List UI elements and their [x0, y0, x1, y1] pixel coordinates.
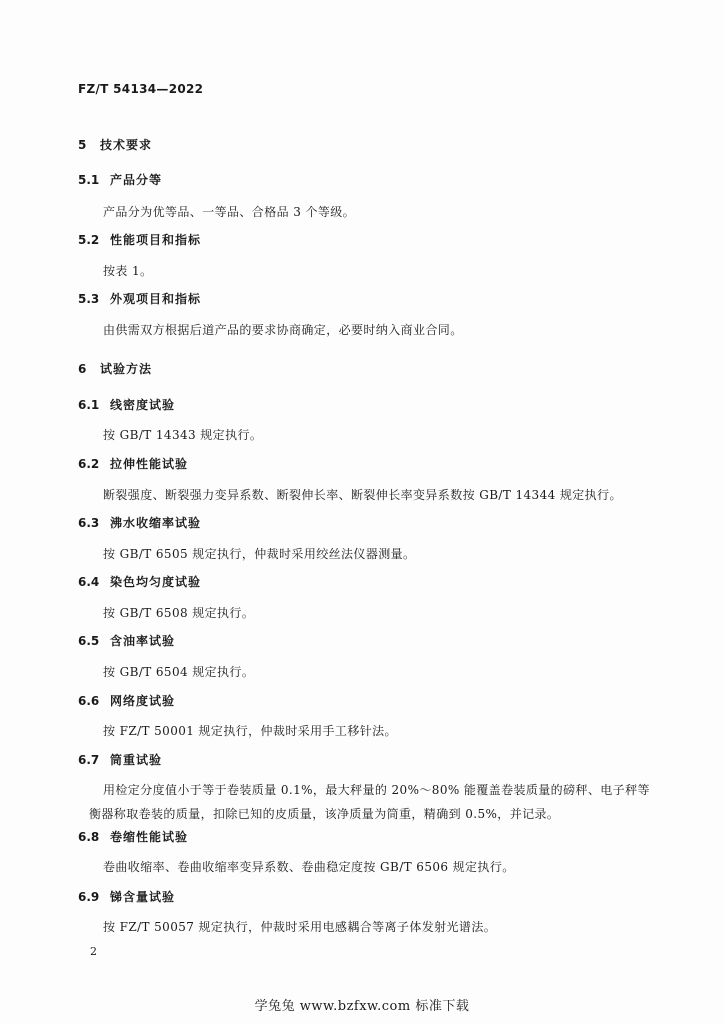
section-number: 6.7	[78, 753, 100, 767]
section-6-7-line-1: 用检定分度值小于等于卷装质量 0.1%，最大秤量的 20%～80% 能覆盖卷装质量的磅秤、电子秤等	[103, 783, 650, 797]
section-6-5-heading	[78, 634, 175, 648]
section-6-6-heading	[78, 694, 175, 708]
section-6-4-heading	[78, 575, 201, 589]
section-number: 6.5	[78, 634, 100, 648]
section-5-3-heading	[78, 292, 201, 306]
section-6-3-heading	[78, 516, 201, 530]
section-title: 筒重试验	[110, 753, 163, 767]
section-number: 6.4	[78, 575, 100, 589]
section-number: 6.1	[78, 398, 100, 412]
section-5-2-heading	[78, 233, 201, 247]
section-title: 卷缩性能试验	[110, 830, 189, 844]
section-6-heading	[78, 362, 152, 376]
section-6-7-line-2: 衡器称取卷装的质量，扣除已知的皮质量，该净质量为筒重，精确到 0.5%，并记录。	[89, 807, 560, 821]
section-6-1-text: 按 GB/T 14343 规定执行。	[103, 428, 263, 442]
section-5-3-text: 由供需双方根据后道产品的要求协商确定，必要时纳入商业合同。	[103, 323, 463, 337]
section-title: 外观项目和指标	[110, 292, 202, 306]
footer-watermark: 学兔兔 www.bzfxw.com 标准下载	[254, 999, 470, 1014]
standard-code: FZ/T 54134—2022	[78, 82, 204, 96]
section-6-9-heading	[78, 890, 175, 904]
section-title: 性能项目和指标	[110, 233, 202, 247]
section-6-7-heading	[78, 753, 162, 767]
section-title: 沸水收缩率试验	[110, 516, 202, 530]
section-title: 染色均匀度试验	[110, 575, 202, 589]
section-title: 产品分等	[110, 173, 163, 187]
section-6-2-heading	[78, 457, 188, 471]
section-6-7-text	[89, 778, 649, 826]
section-number: 6.9	[78, 890, 100, 904]
section-title: 拉伸性能试验	[110, 457, 189, 471]
section-number: 5.2	[78, 233, 100, 247]
section-6-8-heading	[78, 830, 188, 844]
section-5-1-text: 产品分为优等品、一等品、合格品 3 个等级。	[103, 205, 356, 219]
section-title: 网络度试验	[110, 694, 176, 708]
section-6-9-text: 按 FZ/T 50057 规定执行，仲裁时采用电感耦合等离子体发射光谱法。	[103, 920, 497, 934]
section-6-4-text: 按 GB/T 6508 规定执行。	[103, 606, 255, 620]
section-title: 线密度试验	[110, 398, 176, 412]
section-6-2-text: 断裂强度、断裂强力变异系数、断裂伸长率、断裂伸长率变异系数按 GB/T 14344 规定执行。	[103, 488, 622, 502]
section-6-8-text: 卷曲收缩率、卷曲收缩率变异系数、卷曲稳定度按 GB/T 6506 规定执行。	[103, 860, 515, 874]
section-number: 5.3	[78, 292, 100, 306]
section-6-1-heading	[78, 398, 175, 412]
section-title: 技术要求	[100, 138, 153, 152]
section-title: 锑含量试验	[110, 890, 176, 904]
section-number: 6.8	[78, 830, 100, 844]
section-number: 6.2	[78, 457, 100, 471]
section-6-5-text: 按 GB/T 6504 规定执行。	[103, 665, 255, 679]
page-number: 2	[90, 945, 97, 958]
section-6-3-text: 按 GB/T 6505 规定执行，仲裁时采用绞丝法仪器测量。	[103, 547, 416, 561]
section-title: 含油率试验	[110, 634, 176, 648]
section-number: 6.3	[78, 516, 100, 530]
section-title: 试验方法	[100, 362, 153, 376]
section-6-6-text: 按 FZ/T 50001 规定执行，仲裁时采用手工移针法。	[103, 724, 397, 738]
section-number: 5.1	[78, 173, 100, 187]
section-5-2-text: 按表 1。	[103, 264, 153, 278]
section-5-1-heading	[78, 173, 162, 187]
section-number: 6.6	[78, 694, 100, 708]
section-5-heading	[78, 138, 152, 152]
section-number: 6	[78, 362, 87, 376]
section-number: 5	[78, 138, 87, 152]
